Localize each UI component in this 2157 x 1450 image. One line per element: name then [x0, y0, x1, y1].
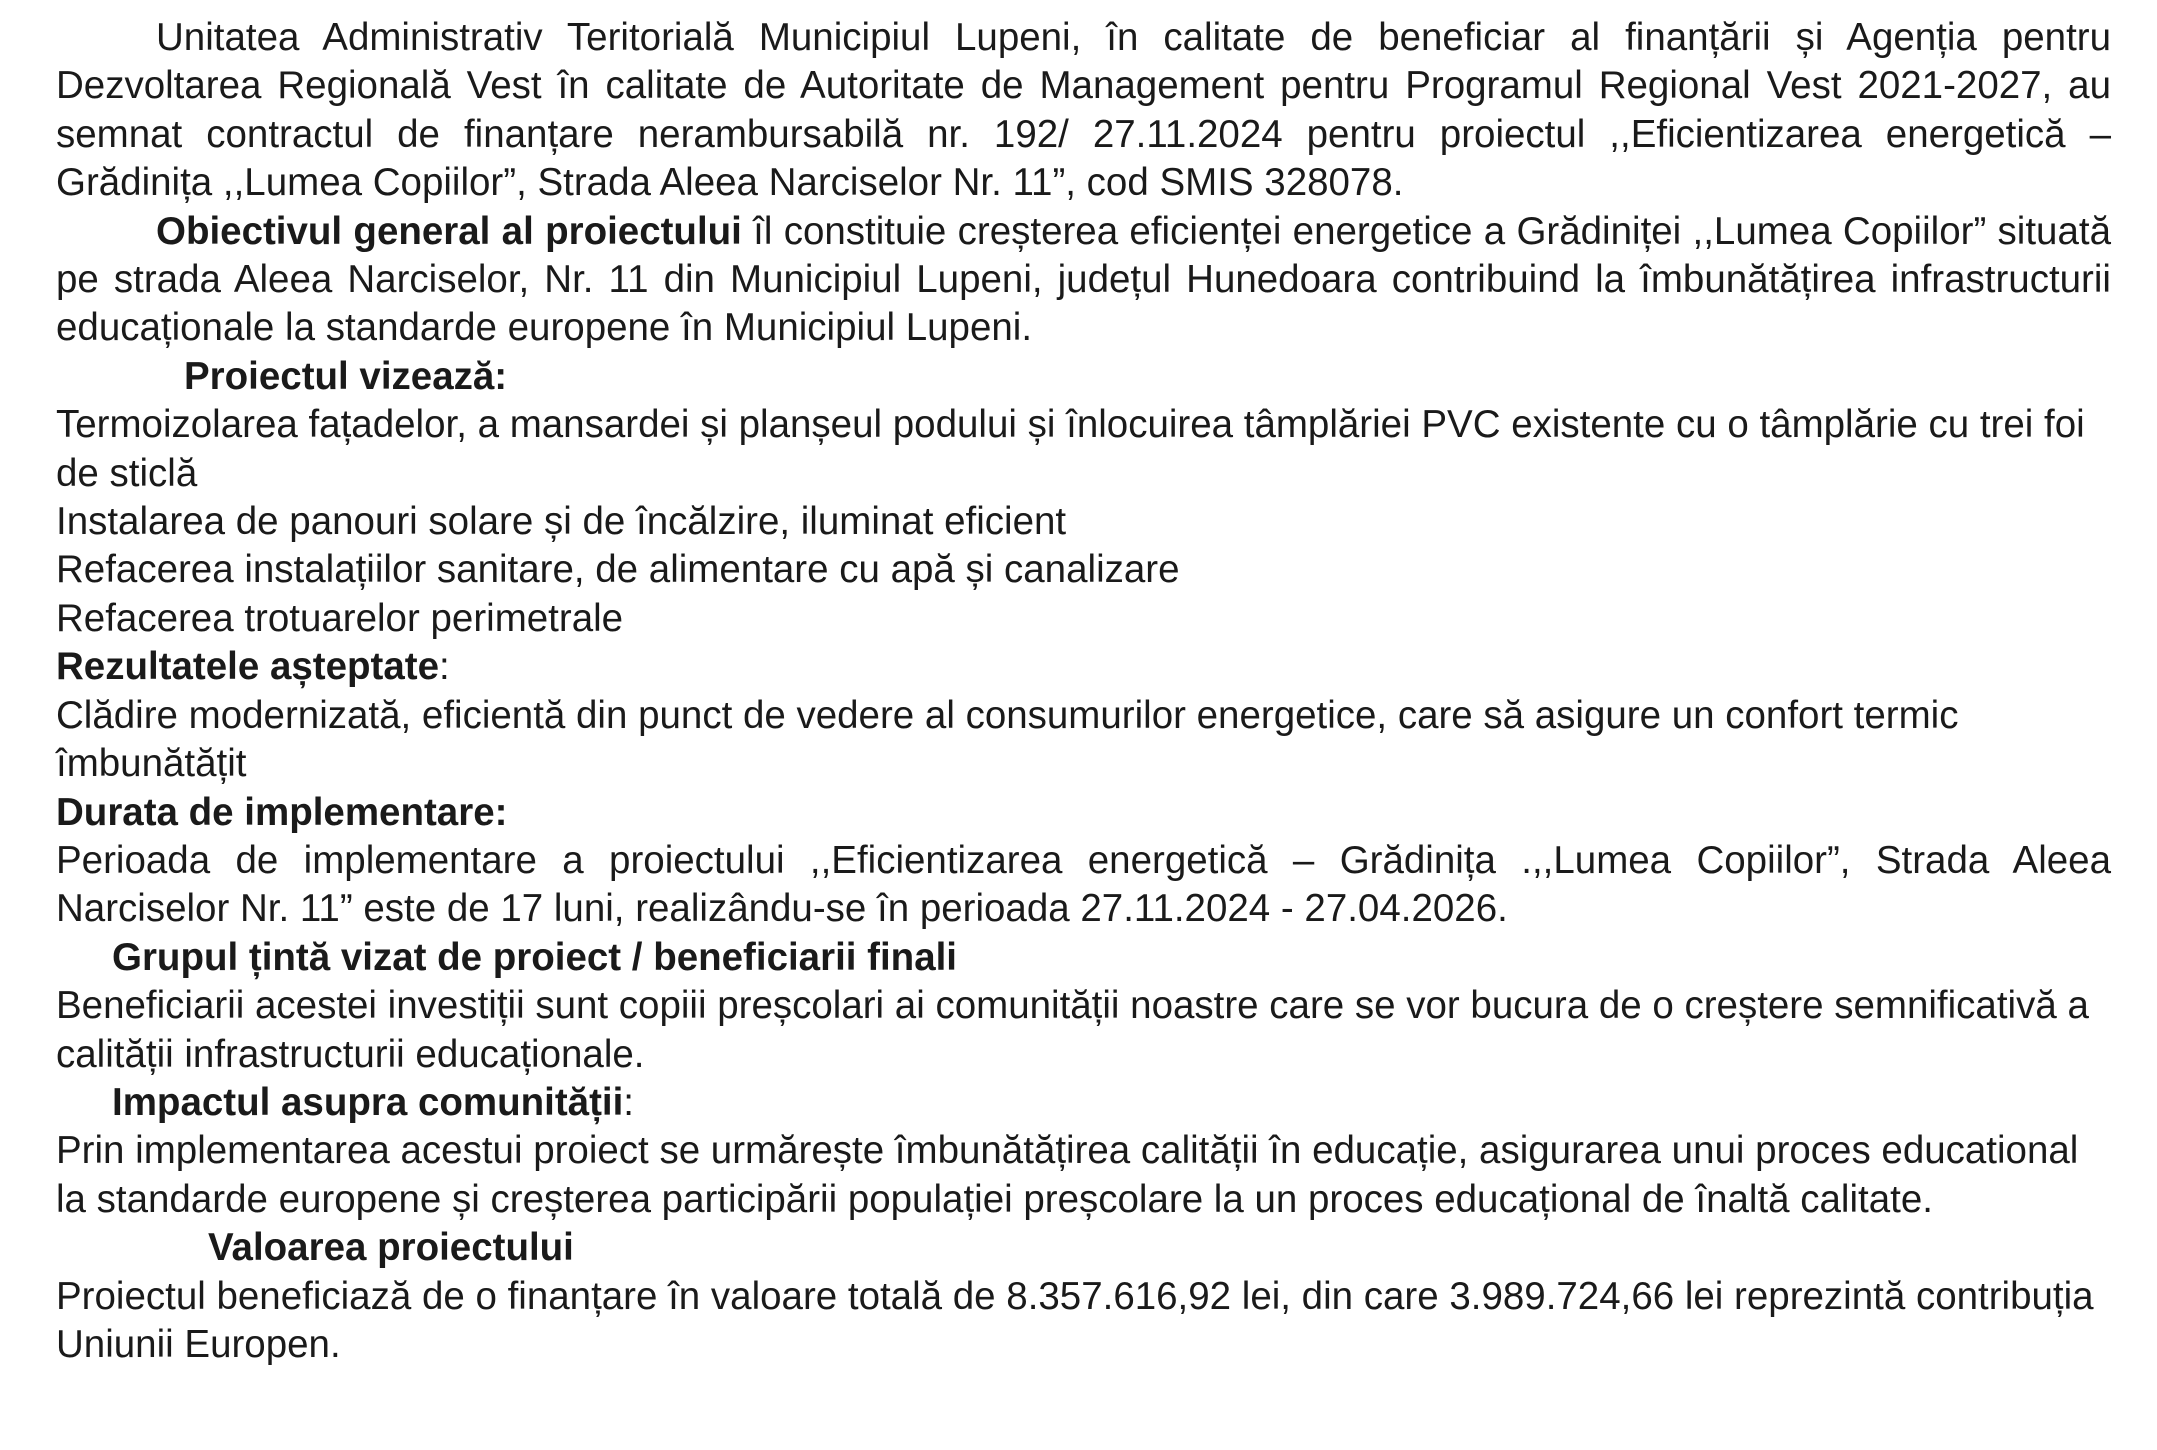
impact-text: Prin implementarea acestui proiect se urmărește îmbunătățirea calității în educație, asigurarea unui proces educational la standarde europene și creșterea participării populației preșcolare la un proces educațional de înaltă calitate.: [56, 1129, 2079, 1221]
duration-heading: Durata de implementare:: [56, 790, 508, 834]
objective-paragraph: [56, 208, 2111, 353]
document-body: [56, 14, 2111, 1369]
results-colon: :: [439, 645, 450, 689]
impact-heading-line: [56, 1079, 2111, 1127]
target-group-text: Beneficiarii acestei investiții sunt copiii preșcolari ai comunității noastre care se vor bucura de o creștere semnificativă a calității infrastructurii educaționale.: [56, 984, 2089, 1076]
target-item-1: Termoizolarea fațadelor, a mansardei și planșeul podului și înlocuirea tâmplăriei PVC existente cu o tâmplărie cu trei foi de sticlă: [56, 403, 2085, 495]
objective-label: Obiectivul general al proiectului: [156, 209, 742, 253]
target-item-3: Refacerea instalațiilor sanitare, de alimentare cu apă și canalizare: [56, 548, 1180, 592]
results-heading: Rezultatele așteptate: [56, 645, 439, 689]
value-text: Proiectul beneficiază de o finanțare în valoare totală de 8.357.616,92 lei, din care 3.989.724,66 lei reprezintă contribuția Uniunii Europen.: [56, 1274, 2094, 1366]
duration-text: Perioada de implementare a proiectului ,,Eficientizarea energetică – Grădinița .,,Lumea Copiilor”, Strada Aleea Narciselor Nr. 11” este de 17 luni, realizându-se în perioada 27.11.2024 - 27.04.2026.: [56, 838, 2111, 931]
target-group-heading: Grupul țintă vizat de proiect / beneficiarii finali: [112, 935, 958, 979]
impact-colon: :: [623, 1080, 634, 1124]
objective-text: îl constituie creșterea eficienței energetice a Grădiniței ,,Lumea Copiilor” situată pe strada Aleea Narciselor, Nr. 11 din Municipiul Lupeni, județul Hunedoara contribuind la îmbunătățirea infrastructurii educaționale la standarde europene în Municipiul Lupeni.: [56, 209, 2111, 350]
targets-heading: Proiectul vizează:: [184, 354, 508, 398]
results-heading-line: [56, 643, 2111, 691]
results-text: Clădire modernizată, eficientă din punct de vedere al consumurilor energetice, care să asigure un confort termic îmbunătățit: [56, 693, 1959, 786]
value-heading: Valoarea proiectului: [208, 1226, 574, 1270]
target-item-4: Refacerea trotuarelor perimetrale: [56, 596, 624, 640]
target-item-2: Instalarea de panouri solare și de încălzire, iluminat eficient: [56, 500, 1067, 544]
intro-paragraph: Unitatea Administrativ Teritorială Municipiul Lupeni, în calitate de beneficiar al finanțării și Agenția pentru Dezvoltarea Regională Vest în calitate de Autoritate de Management pentru Programul Regional Vest 2021-2027, au semnat contractul de finanțare nerambursabilă nr. 192/ 27.11.2024 pentru proiectul ,,Eficientizarea energetică – Grădinița ,,Lumea Copiilor”, Strada Aleea Narciselor Nr. 11”, cod SMIS 328078.: [56, 16, 2111, 205]
impact-heading: Impactul asupra comunității: [112, 1080, 624, 1124]
